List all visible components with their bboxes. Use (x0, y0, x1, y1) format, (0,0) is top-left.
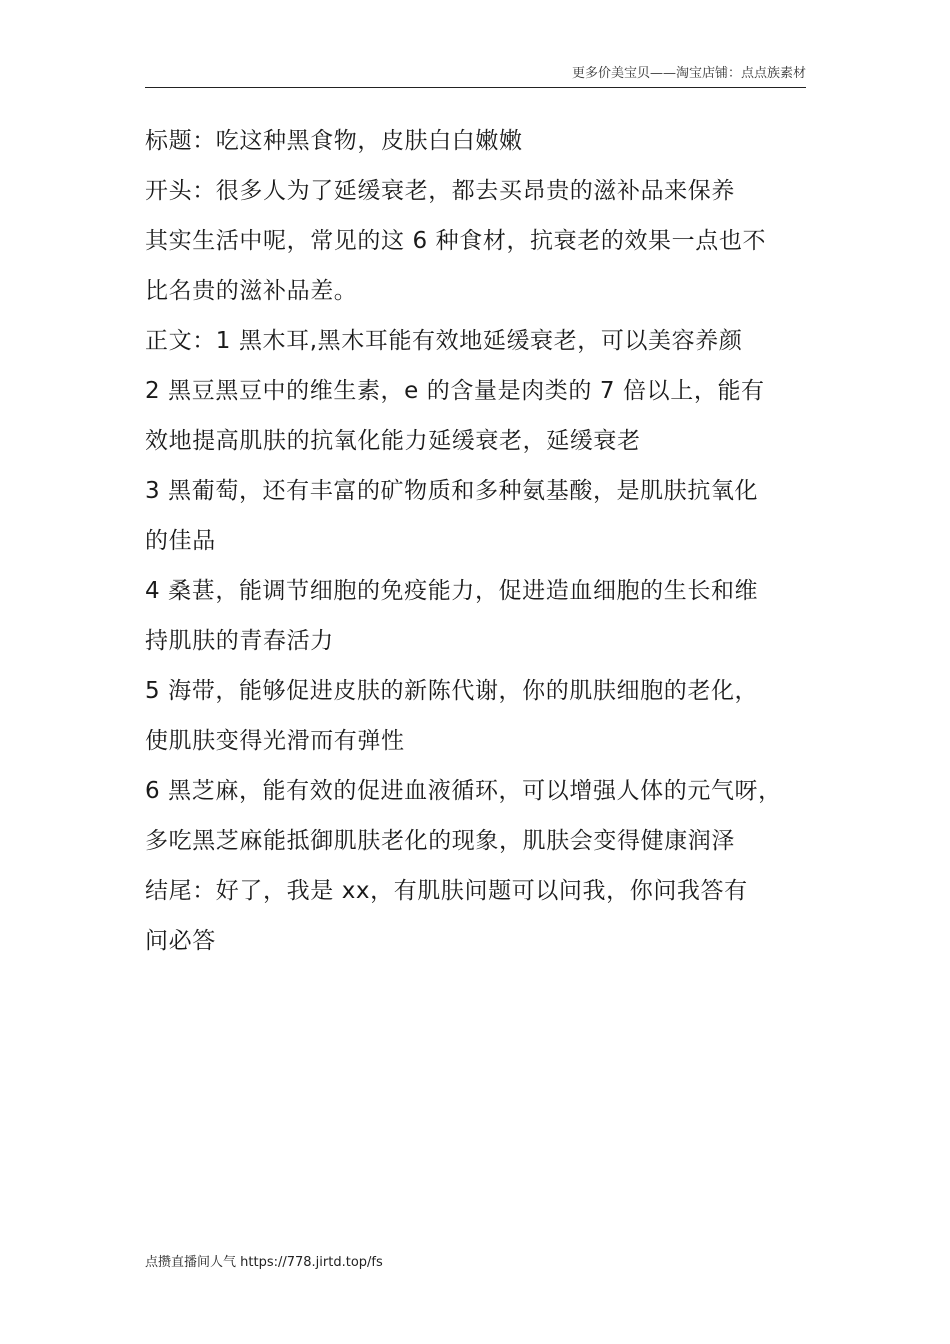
ending-line-1: 结尾：好了，我是 xx，有肌肤问题可以问我，你问我答有 (145, 878, 748, 904)
page-header (145, 66, 806, 88)
header-shop-text: 更多价美宝贝——淘宝店铺：点点族素材 (571, 66, 806, 81)
body-item-2-line-2: 效地提高肌肤的抗氧化能力延缓衰老，延缓衰老 (145, 428, 641, 454)
body-item-3-line-1: 3 黑葡萄，还有丰富的矿物质和多种氨基酸，是肌肤抗氧化 (145, 478, 759, 504)
footer-link-text: 点攒直播间人气 https://778.jirtd.top/fs (145, 1255, 383, 1270)
body-item-3-line-2: 的佳品 (145, 528, 216, 554)
opening-line-3: 比名贵的滋补品差。 (145, 278, 358, 304)
ending-line-2: 问必答 (145, 928, 216, 954)
document-body (145, 116, 835, 966)
body-item-6-line-2: 多吃黑芝麻能抵御肌肤老化的现象，肌肤会变得健康润泽 (145, 828, 735, 854)
body-item-2-line-1: 2 黑豆黑豆中的维生素，e 的含量是肉类的 7 倍以上，能有 (145, 378, 765, 404)
opening-line-2: 其实生活中呢，常见的这 6 种食材，抗衰老的效果一点也不 (145, 228, 767, 254)
body-item-5-line-1: 5 海带，能够促进皮肤的新陈代谢，你的肌肤细胞的老化， (145, 678, 759, 704)
title-line: 标题：吃这种黑食物，皮肤白白嫩嫩 (145, 128, 523, 154)
body-item-6-line-1: 6 黑芝麻，能有效的促进血液循环，可以增强人体的元气呀， (145, 778, 782, 804)
opening-line-1: 开头：很多人为了延缓衰老，都去买昂贵的滋补品来保养 (145, 178, 735, 204)
body-item-1: 正文：1 黑木耳,黑木耳能有效地延缓衰老，可以美容养颜 (145, 328, 743, 354)
body-item-4-line-2: 持肌肤的青春活力 (145, 628, 334, 654)
body-item-5-line-2: 使肌肤变得光滑而有弹性 (145, 728, 405, 754)
body-item-4-line-1: 4 桑葚，能调节细胞的免疫能力，促进造血细胞的生长和维 (145, 578, 759, 604)
